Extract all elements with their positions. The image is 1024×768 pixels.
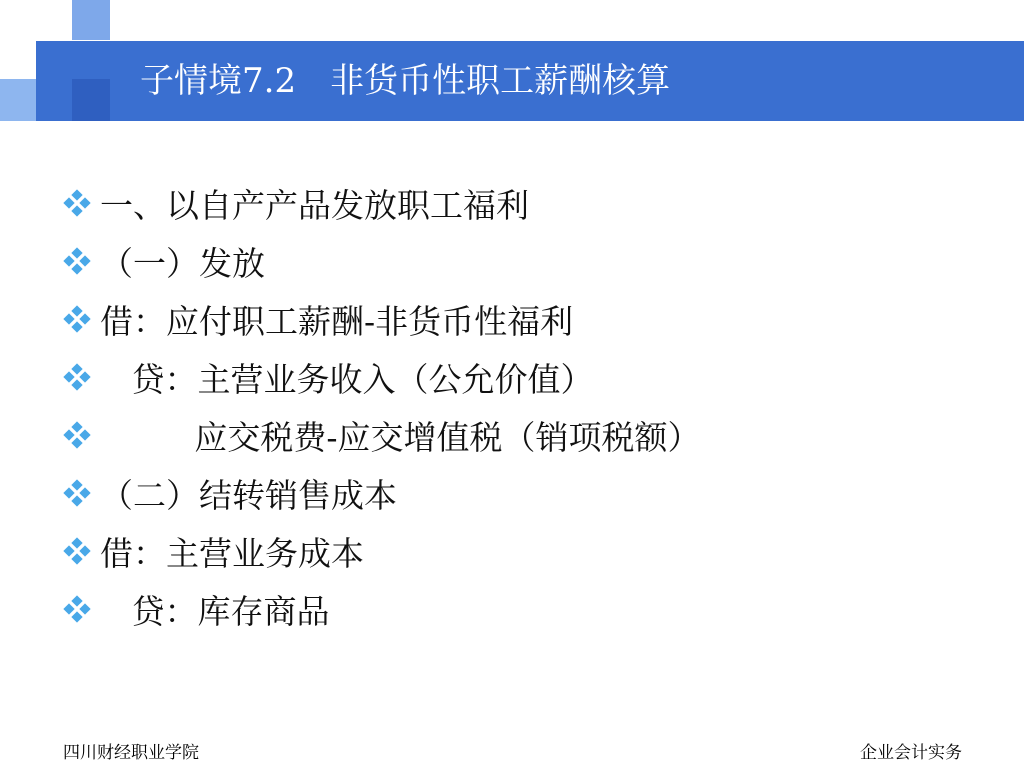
slide-title: 子情境7.2 非货币性职工薪酬核算	[140, 61, 671, 101]
four-diamond-bullet-icon	[64, 596, 90, 622]
bullet-text: 贷：主营业务收入（公允价值）	[100, 359, 594, 399]
footer-school: 四川财经职业学院	[63, 743, 199, 763]
bullet-text: 贷：库存商品	[100, 591, 330, 631]
four-diamond-bullet-icon	[64, 364, 90, 390]
four-diamond-bullet-icon	[64, 422, 90, 448]
bullet-item	[64, 290, 1004, 348]
four-diamond-bullet-icon	[64, 190, 90, 216]
four-diamond-bullet-icon	[64, 480, 90, 506]
bullet-item	[64, 464, 1004, 522]
decor-square	[72, 0, 110, 40]
four-diamond-bullet-icon	[64, 248, 90, 274]
bullet-text: （一）发放	[100, 243, 265, 283]
four-diamond-bullet-icon	[64, 538, 90, 564]
bullet-item	[64, 522, 1004, 580]
bullet-item	[64, 174, 1004, 232]
bullet-item	[64, 580, 1004, 638]
bullet-text: 借：应付职工薪酬-非货币性福利	[100, 301, 574, 341]
bullet-text: 应交税费-应交增值税（销项税额）	[100, 417, 701, 457]
bullet-item	[64, 232, 1004, 290]
footer-course: 企业会计实务	[860, 743, 962, 763]
decor-square	[72, 79, 110, 121]
decor-square	[0, 79, 36, 121]
bullet-text: 借：主营业务成本	[100, 533, 364, 573]
bullet-item	[64, 406, 1004, 464]
four-diamond-bullet-icon	[64, 306, 90, 332]
bullet-text: （二）结转销售成本	[100, 475, 397, 515]
bullet-item	[64, 348, 1004, 406]
bullet-list	[64, 174, 1004, 638]
bullet-text: 一、以自产产品发放职工福利	[100, 185, 529, 225]
